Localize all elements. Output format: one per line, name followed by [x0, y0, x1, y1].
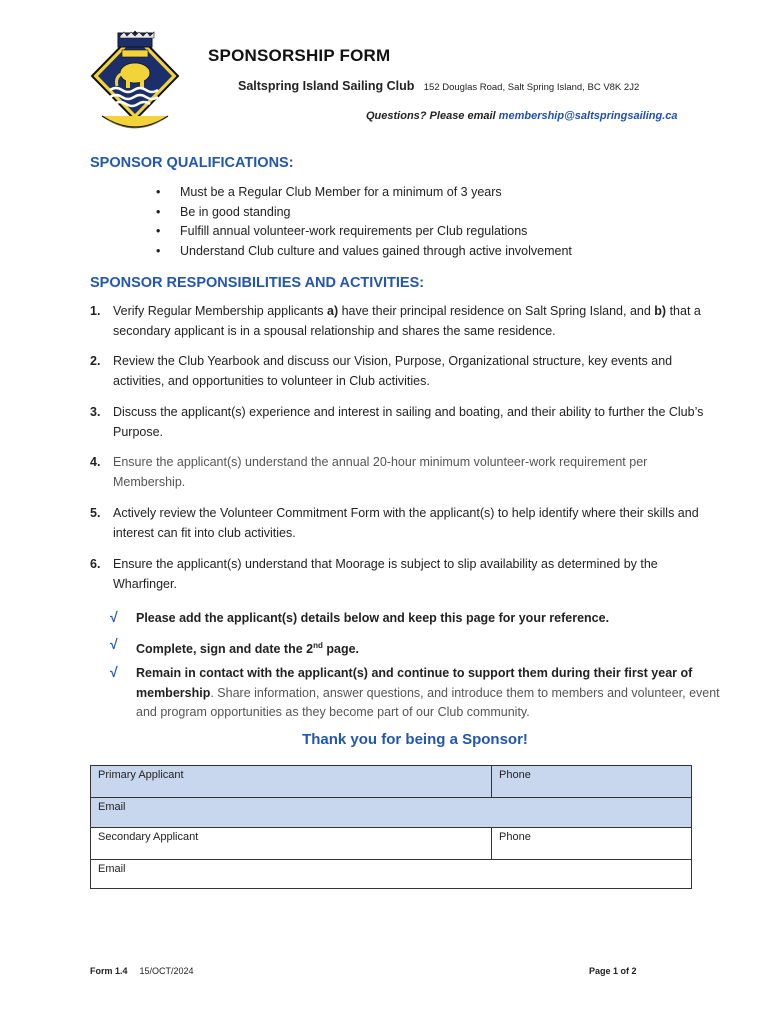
checklist-text: . Share information, answer questions, and introduce them to members and volunteer, event and program opportunities as they become part of our Club community. — [136, 685, 720, 719]
secondary-email-field[interactable] — [91, 860, 691, 888]
checklist-text: Complete, sign and date the 2 — [136, 642, 314, 657]
item-text: Discuss the applicant(s) experience and interest in sailing and boating, and their ability to further the Club’s Purpose. — [113, 405, 704, 439]
club-name: Saltspring Island Sailing Club — [238, 79, 415, 93]
item-text: Actively review the Volunteer Commitment Form with the applicant(s) to help identify where their skills and interest can fit into club activities. — [113, 506, 699, 540]
questions-prefix: Questions? Please email — [366, 110, 499, 122]
item-marker-b: b) — [654, 304, 667, 318]
item-number: 4. — [90, 455, 101, 469]
responsibility-item-3 — [90, 403, 715, 442]
club-logo — [88, 28, 182, 136]
item-text: Verify Regular Membership applicants — [113, 304, 327, 318]
item-number: 5. — [90, 506, 101, 520]
responsibilities-heading: SPONSOR RESPONSIBILITIES AND ACTIVITIES: — [90, 275, 425, 291]
item-number: 6. — [90, 557, 101, 571]
list-item: • Be in good standing — [180, 203, 572, 223]
page-number: Page 1 of 2 — [589, 966, 637, 976]
item-text: Ensure the applicant(s) understand the annual 20-hour minimum volunteer-work requirement per Membership. — [113, 455, 648, 489]
form-number: Form 1.4 — [90, 966, 128, 976]
secondary-applicant-field[interactable] — [91, 828, 492, 860]
list-item: • Must be a Regular Club Member for a minimum of 3 years — [180, 183, 572, 203]
responsibility-item-1 — [90, 302, 715, 341]
applicant-details-table — [90, 765, 692, 889]
footer-form-info — [90, 966, 194, 976]
checkmark-icon: √ — [110, 609, 118, 625]
field-label: Secondary Applicant — [98, 831, 199, 843]
item-text: have their principal residence on Salt Spring Island, and — [338, 304, 655, 318]
field-label: Phone — [499, 831, 531, 843]
thank-you-message — [0, 731, 770, 748]
checklist-item-2 — [110, 636, 720, 660]
form-title: SPONSORSHIP FORM — [208, 46, 391, 65]
membership-email-link[interactable]: membership@saltspringsailing.ca — [498, 110, 678, 122]
secondary-phone-field[interactable] — [492, 828, 691, 860]
field-label: Primary Applicant — [98, 769, 184, 781]
checklist-item-3 — [110, 664, 720, 723]
item-text: Ensure the applicant(s) understand that Moorage is subject to slip availability as determined by the Wharfinger. — [113, 557, 658, 591]
questions-line — [366, 110, 678, 122]
list-item: • Fulfill annual volunteer-work requirements per Club regulations — [180, 222, 572, 242]
ordinal-suffix: nd — [313, 641, 323, 650]
item-number: 3. — [90, 405, 101, 419]
primary-applicant-field[interactable] — [91, 766, 492, 798]
form-date: 15/OCT/2024 — [139, 966, 194, 976]
item-marker-a: a) — [327, 304, 339, 318]
field-label: Email — [98, 801, 126, 813]
item-text: Review the Club Yearbook and discuss our Vision, Purpose, Organizational structure, key events and activities, and opportunities to volunteer in Club activities. — [113, 354, 673, 388]
checklist-item-1 — [110, 609, 720, 629]
list-item: • Understand Club culture and values gained through active involvement — [180, 242, 572, 262]
responsibility-item-5 — [90, 504, 715, 543]
responsibility-item-6 — [90, 555, 715, 594]
checklist-text: page. — [322, 642, 360, 657]
item-text: that a secondary applicant is in a spousal relationship and shares the same residence. — [113, 304, 701, 338]
qualifications-heading: SPONSOR QUALIFICATIONS: — [90, 155, 294, 171]
checkmark-icon: √ — [110, 664, 118, 680]
item-number: 1. — [90, 304, 101, 318]
responsibility-item-2 — [90, 352, 715, 391]
item-number: 2. — [90, 354, 101, 368]
checklist-text: Please add the applicant(s) details below and keep this page for your reference. — [136, 611, 610, 625]
primary-email-field[interactable] — [91, 798, 691, 828]
responsibility-item-4 — [90, 453, 715, 492]
checklist-text: Remain in contact with the applicant(s) and continue to support them during their first year of membership — [136, 666, 693, 700]
club-address: 152 Douglas Road, Salt Spring Island, BC V8K 2J2 — [423, 82, 640, 93]
thank-you-text: Thank you for being a Sponsor! — [302, 731, 528, 748]
checkmark-icon: √ — [110, 636, 118, 652]
field-label: Email — [98, 863, 126, 875]
qualifications-list — [180, 183, 572, 261]
primary-phone-field[interactable] — [492, 766, 691, 798]
club-info — [238, 79, 639, 93]
field-label: Phone — [499, 769, 531, 781]
